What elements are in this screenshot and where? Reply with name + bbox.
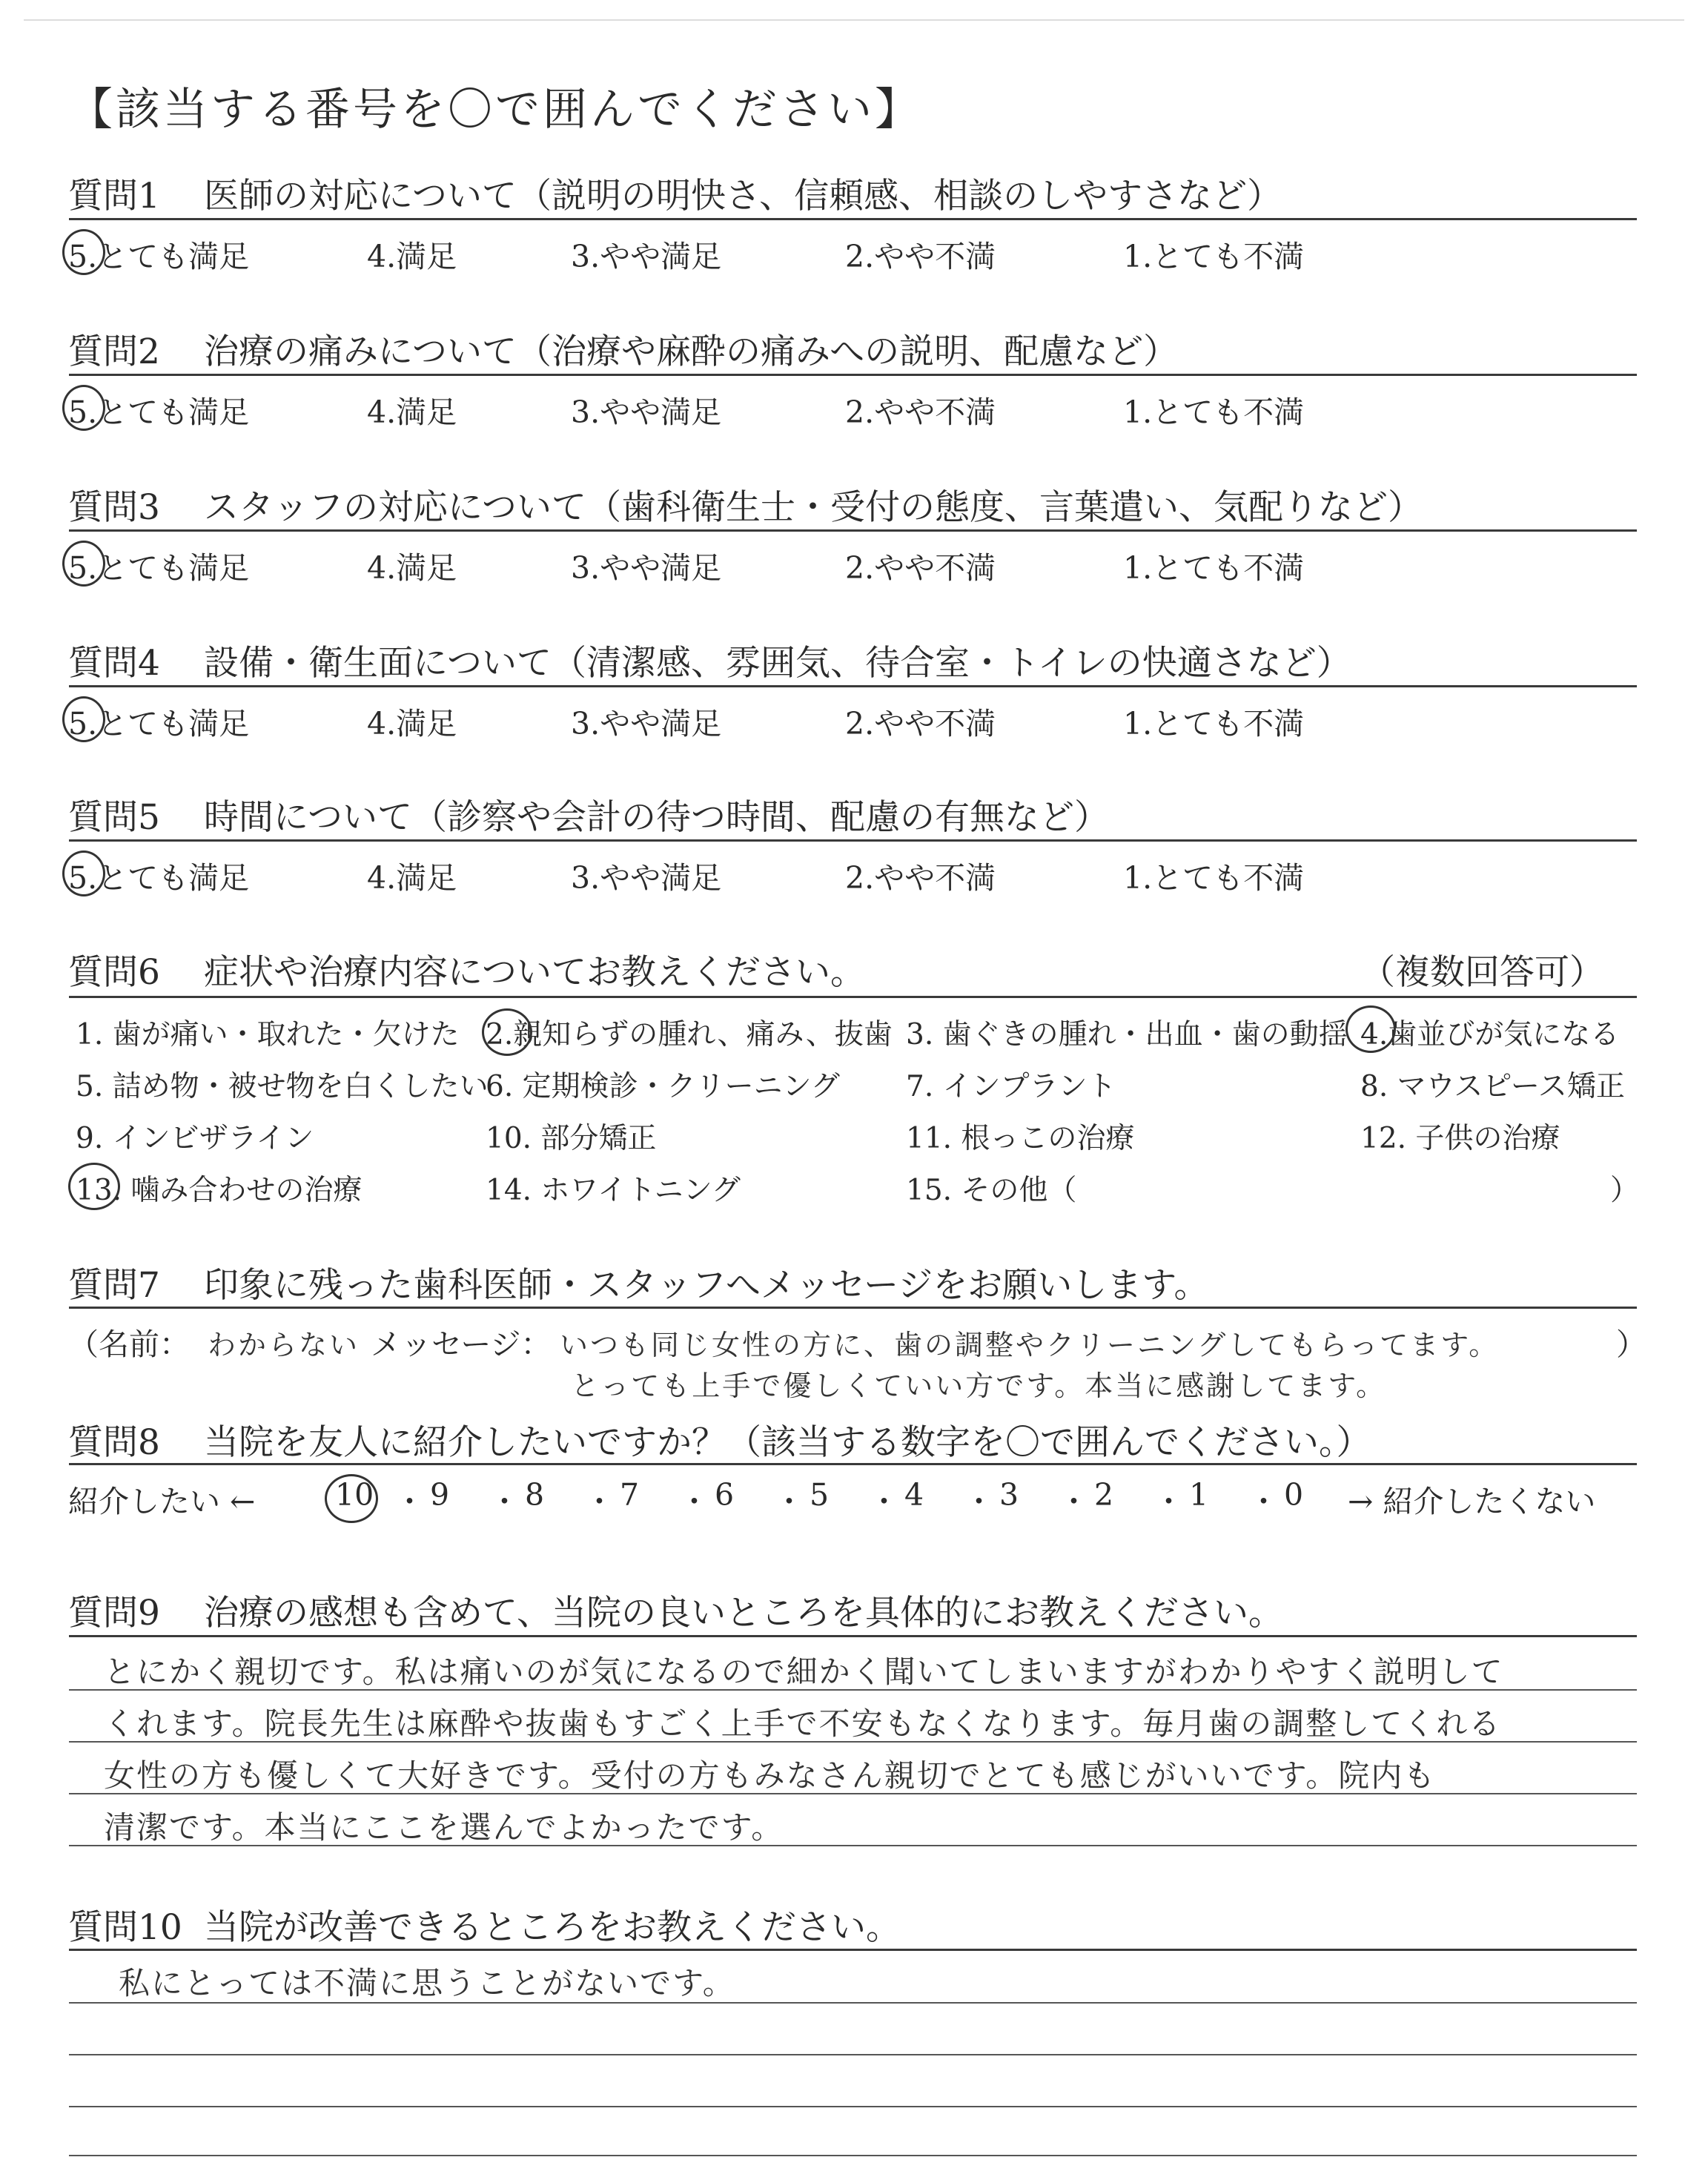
q7-rule — [69, 1307, 1637, 1309]
satisfaction-option[interactable]: 2.やや不満 — [845, 550, 996, 586]
q9-answer-line[interactable]: とにかく親切です。私は痛いのが気になるので細かく聞いてしまいますがわかりやすく説明して — [104, 1654, 1504, 1690]
satisfaction-option[interactable]: 3.やや満足 — [571, 239, 722, 274]
answer-circle-mark — [1345, 1005, 1396, 1053]
scale-dot: ・ — [1153, 1484, 1184, 1519]
q6-option[interactable]: 3. 歯ぐきの腫れ・出血・歯の動揺 — [906, 1018, 1348, 1051]
q10-answer-line[interactable]: 私にとっては不満に思うことがないです。 — [119, 1965, 735, 2001]
scale-number[interactable]: 7 — [620, 1477, 640, 1513]
scale-number[interactable]: 5 — [810, 1477, 830, 1513]
q8-left-label: 紹介したい ← — [68, 1484, 256, 1519]
q10-line — [69, 2106, 1637, 2107]
scale-dot: ・ — [1248, 1484, 1279, 1519]
q6-option[interactable]: 12. 子供の治療 — [1360, 1122, 1560, 1155]
q7-label: 質問7 — [68, 1265, 160, 1306]
satisfaction-option[interactable]: 1.とても不満 — [1123, 860, 1305, 896]
answer-circle-mark — [68, 1163, 120, 1210]
top-border — [24, 19, 1684, 21]
scale-dot: ・ — [394, 1484, 425, 1519]
scale-dot: ・ — [964, 1484, 994, 1519]
q6-option[interactable]: 5. 詰め物・被せ物を白くしたい — [76, 1070, 489, 1103]
question-text: 設備・衛生面について（清潔感、雰囲気、待合室・トイレの快適さなど） — [204, 643, 1351, 684]
q7-text: 印象に残った歯科医師・スタッフへメッセージをお願いします。 — [204, 1265, 1209, 1306]
q6-option[interactable]: 15. その他（ — [906, 1174, 1077, 1207]
question-text: 医師の対応について（説明の明快さ、信頼感、相談のしやすさなど） — [204, 176, 1282, 217]
satisfaction-option[interactable]: 2.やや不満 — [845, 860, 996, 896]
q6-option[interactable]: 10. 部分矯正 — [486, 1122, 657, 1155]
question-text: 治療の痛みについて（治療や麻酔の痛みへの説明、配慮など） — [204, 331, 1179, 372]
q6-option[interactable]: 4.歯並びが気になる — [1360, 1018, 1620, 1051]
q8-label: 質問8 — [68, 1422, 160, 1463]
question-label: 質問3 — [68, 487, 160, 528]
q7-message-label: メッセージ： — [371, 1327, 552, 1362]
question-rule — [69, 685, 1637, 687]
q7-name-value[interactable]: わからない — [208, 1329, 360, 1361]
satisfaction-option[interactable]: 3.やや満足 — [571, 706, 722, 742]
satisfaction-option[interactable]: 1.とても不満 — [1123, 239, 1305, 274]
q8-right-label: → 紹介したくない — [1348, 1484, 1596, 1519]
q10-rule — [69, 1949, 1637, 1951]
q8-text: 当院を友人に紹介したいですか？（該当する数字を〇で囲んでください。） — [204, 1422, 1371, 1463]
q6-option[interactable]: 6. 定期検診・クリーニング — [486, 1070, 840, 1103]
answer-circle-mark — [62, 541, 105, 587]
q6-text: 症状や治療内容についてお教えください。 — [204, 952, 866, 993]
q7-message-line1[interactable]: いつも同じ女性の方に、歯の調整やクリーニングしてもらってます。 — [560, 1329, 1500, 1361]
q8-rule — [69, 1463, 1637, 1465]
q9-text: 治療の感想も含めて、当院の良いところを具体的にお教えください。 — [204, 1593, 1284, 1634]
q6-option[interactable]: 11. 根っこの治療 — [906, 1122, 1135, 1155]
q6-label: 質問6 — [68, 952, 160, 993]
question-rule — [69, 529, 1637, 532]
satisfaction-option[interactable]: 4.満足 — [367, 550, 457, 586]
satisfaction-option[interactable]: 4.満足 — [367, 860, 457, 896]
q6-option[interactable]: 14. ホワイトニング — [486, 1174, 741, 1207]
q7-message-line2[interactable]: とっても上手で優しくていい方です。本当に感謝してます。 — [571, 1370, 1387, 1402]
q6-option[interactable]: 2.親知らずの腫れ、痛み、抜歯 — [486, 1018, 893, 1051]
scale-number[interactable]: 4 — [904, 1477, 924, 1513]
scale-dot: ・ — [489, 1484, 520, 1519]
scale-dot: ・ — [679, 1484, 709, 1519]
scale-number[interactable]: 9 — [430, 1477, 450, 1513]
scale-dot: ・ — [584, 1484, 615, 1519]
answer-circle-mark — [62, 696, 105, 742]
scale-number[interactable]: 8 — [525, 1477, 545, 1513]
satisfaction-option[interactable]: 2.やや不満 — [845, 239, 996, 274]
question-label: 質問5 — [68, 797, 160, 838]
scale-number[interactable]: 1 — [1189, 1477, 1209, 1513]
satisfaction-option[interactable]: 5.とても満足 — [68, 860, 250, 896]
scale-dot: ・ — [1059, 1484, 1089, 1519]
q6-note: （複数回答可） — [1360, 952, 1604, 993]
answer-circle-mark — [62, 851, 105, 896]
q9-answer-line[interactable]: くれます。院長先生は麻酔や抜歯もすごく上手で不安もなくなります。毎月歯の調整してくれる — [104, 1705, 1502, 1742]
satisfaction-option[interactable]: 3.やや満足 — [571, 550, 722, 586]
satisfaction-option[interactable]: 3.やや満足 — [571, 394, 722, 430]
answer-circle-mark — [62, 229, 105, 275]
satisfaction-option[interactable]: 1.とても不満 — [1123, 394, 1305, 430]
q6-option[interactable]: 13. 噛み合わせの治療 — [76, 1174, 363, 1207]
scale-number[interactable]: 10 — [335, 1477, 374, 1513]
question-rule — [69, 839, 1637, 842]
satisfaction-option[interactable]: 1.とても不満 — [1123, 550, 1305, 586]
scale-dot: ・ — [869, 1484, 899, 1519]
q10-text: 当院が改善できるところをお教えください。 — [204, 1907, 901, 1948]
scale-number[interactable]: 2 — [1094, 1477, 1114, 1513]
question-rule — [69, 218, 1637, 220]
answer-circle-mark — [325, 1474, 378, 1523]
q9-answer-line[interactable]: 女性の方も優しくて大好きです。受付の方もみなさん親切でとても感じがいいです。院内も — [104, 1757, 1437, 1794]
question-label: 質問2 — [68, 331, 160, 372]
q6-rule — [69, 996, 1637, 998]
satisfaction-option[interactable]: 4.満足 — [367, 706, 457, 742]
question-rule — [69, 374, 1637, 376]
scale-number[interactable]: 3 — [999, 1477, 1019, 1513]
q7-close: ） — [1616, 1327, 1646, 1362]
q9-answer-line[interactable]: 清潔です。本当にここを選んでよかったです。 — [104, 1809, 784, 1846]
page-title: 【該当する番号を〇で囲んでください】 — [68, 84, 922, 136]
satisfaction-option[interactable]: 2.やや不満 — [845, 706, 996, 742]
satisfaction-option[interactable]: 5.とても満足 — [68, 550, 250, 586]
q10-line — [69, 2155, 1637, 2156]
question-text: スタッフの対応について（歯科衛生士・受付の態度、言葉遣い、気配りなど） — [204, 487, 1423, 528]
satisfaction-option[interactable]: 5.とても満足 — [68, 239, 250, 274]
satisfaction-option[interactable]: 4.満足 — [367, 394, 457, 430]
satisfaction-option[interactable]: 3.やや満足 — [571, 860, 722, 896]
answer-circle-mark — [62, 385, 105, 431]
q9-label: 質問9 — [68, 1593, 160, 1634]
answer-circle-mark — [482, 1008, 532, 1056]
scale-dot: ・ — [774, 1484, 804, 1519]
question-text: 時間について（診察や会計の待つ時間、配慮の有無など） — [204, 797, 1110, 838]
q10-line — [69, 2054, 1637, 2055]
q10-label: 質問10 — [68, 1907, 182, 1948]
q6-option[interactable]: 8. マウスピース矯正 — [1360, 1070, 1625, 1103]
q7-name-label: （名前： — [68, 1327, 190, 1362]
scale-number[interactable]: 6 — [715, 1477, 735, 1513]
q6-option[interactable]: ） — [1610, 1174, 1640, 1207]
satisfaction-option[interactable]: 4.満足 — [367, 239, 457, 274]
q9-rule — [69, 1635, 1637, 1637]
question-label: 質問4 — [68, 643, 160, 684]
scale-number[interactable]: 0 — [1284, 1477, 1304, 1513]
question-label: 質問1 — [68, 176, 160, 217]
satisfaction-option[interactable]: 1.とても不満 — [1123, 706, 1305, 742]
satisfaction-option[interactable]: 2.やや不満 — [845, 394, 996, 430]
q6-option[interactable]: 7. インプラント — [906, 1070, 1116, 1103]
satisfaction-option[interactable]: 5.とても満足 — [68, 394, 250, 430]
q6-option[interactable]: 1. 歯が痛い・取れた・欠けた — [76, 1018, 460, 1051]
q6-option[interactable]: 9. インビザライン — [76, 1122, 314, 1155]
satisfaction-option[interactable]: 5.とても満足 — [68, 706, 250, 742]
